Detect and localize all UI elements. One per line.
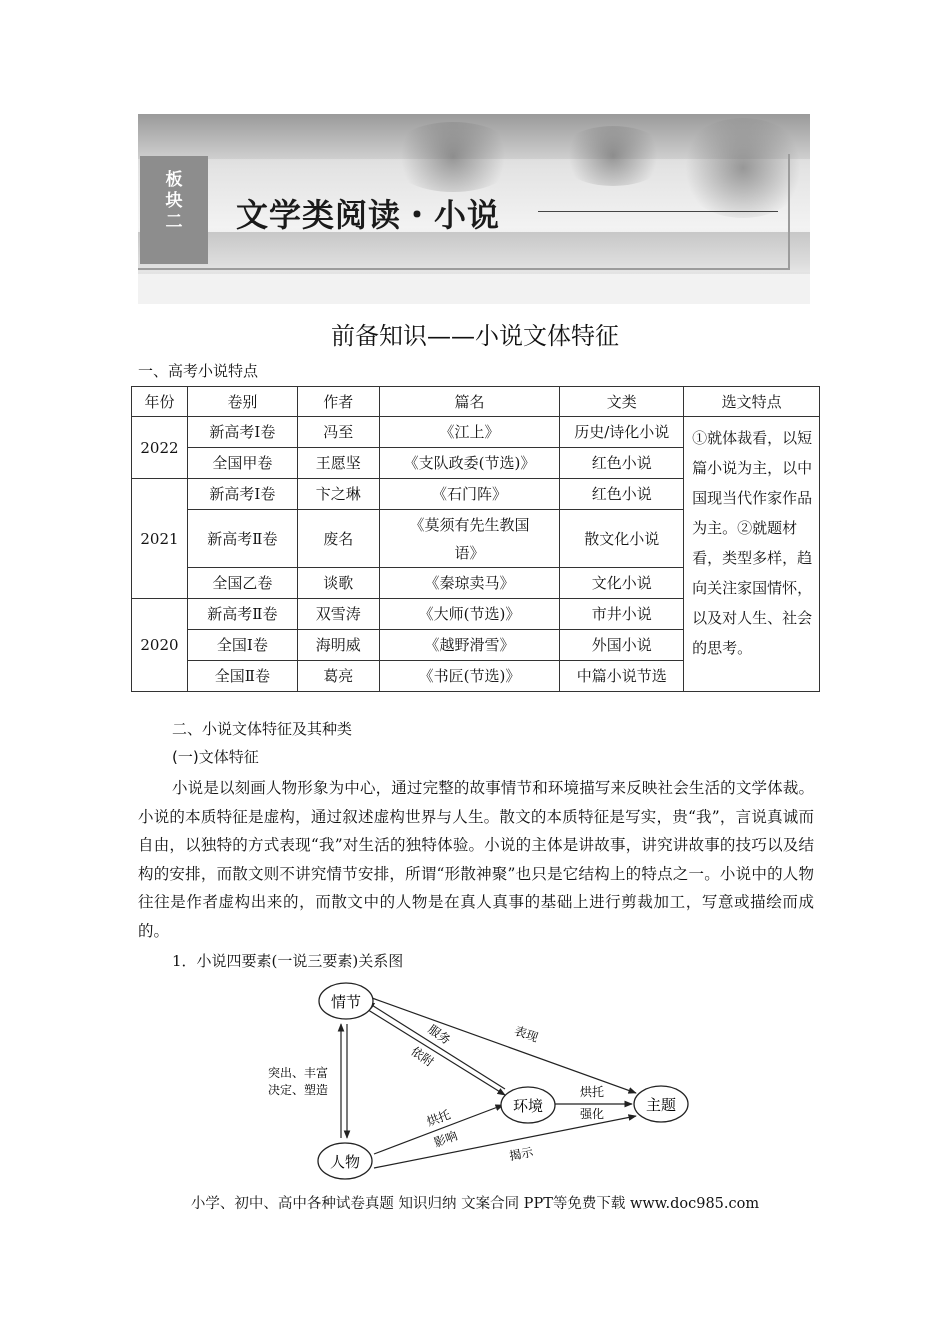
genre-cell: 历史/诗化小说	[560, 417, 684, 448]
work-cell: 《江上》	[379, 417, 560, 448]
genre-cell: 文化小说	[560, 568, 684, 599]
paper-cell: 新高考Ⅰ卷	[187, 417, 297, 448]
paper-cell: 新高考Ⅰ卷	[187, 479, 297, 510]
table-header: 年份	[132, 387, 188, 417]
table-header: 选文特点	[684, 387, 820, 417]
edge-label: 烘托	[579, 1085, 605, 1099]
table-row	[132, 417, 820, 448]
work-cell: 《莫须有先生教国语》	[379, 510, 560, 568]
page-footer: 小学、初中、高中各种试卷真题 知识归纳 文案合同 PPT等免费下载 www.doc985.com	[190, 1196, 760, 1212]
year-cell: 2022	[132, 417, 188, 479]
subsection-heading: (一)文体特征	[172, 748, 259, 766]
edge-character-to-theme	[374, 1116, 636, 1168]
author-cell: 王愿坚	[297, 448, 379, 479]
section-heading: 一、高考小说特点	[138, 362, 259, 380]
table-header: 作者	[297, 387, 379, 417]
work-cell: 《支队政委(节选)》	[379, 448, 560, 479]
table-header: 篇名	[379, 387, 560, 417]
edge-label: 强化	[579, 1107, 605, 1121]
section-banner	[138, 114, 810, 304]
edge-plot-to-theme	[372, 998, 636, 1093]
author-cell: 卞之琳	[297, 479, 379, 510]
genre-cell: 中篇小说节选	[560, 661, 684, 692]
edge-label: 服务	[425, 1022, 454, 1048]
genre-cell: 市井小说	[560, 599, 684, 630]
node-character	[318, 1143, 372, 1179]
paper-cell: 新高考Ⅱ卷	[187, 599, 297, 630]
node-label: 人物	[329, 1153, 361, 1171]
edge-environment-to-plot	[367, 1002, 505, 1089]
item-heading: 1．小说四要素(一说三要素)关系图	[172, 952, 404, 970]
edge-label: 表现	[512, 1023, 540, 1045]
node-label: 情节	[330, 993, 362, 1011]
banner-rule	[538, 211, 778, 212]
paper-cell: 全国甲卷	[187, 448, 297, 479]
author-cell: 葛亮	[297, 661, 379, 692]
work-cell: 《大师(节选)》	[379, 599, 560, 630]
edge-label: 决定、塑造	[267, 1083, 329, 1097]
section-heading: 二、小说文体特征及其种类	[172, 720, 353, 738]
body-paragraph: 小说是以刻画人物形象为中心，通过完整的故事情节和环境描写来反映社会生活的文学体裁。小说的本质特征是虚构，通过叙述虚构世界与人生。散文的本质特征是写实，贵“我”，言说真诚而自由，以独特的方式表现“我”对生活的独特体验。小说的主体是讲故事，讲究讲故事的技巧以及结构的安排，而散文则不讲究情节安排，所谓“形散神聚”也只是它结构上的特点之一。小说中的人物往往是作者虚构出来的，而散文中的人物是在真人真事的基础上进行剪裁加工，写意或描绘而成的。	[138, 779, 814, 940]
author-cell: 冯至	[297, 417, 379, 448]
node-plot	[319, 983, 373, 1019]
edge-label: 依附	[408, 1044, 437, 1070]
section-tab	[140, 156, 208, 264]
paper-cell: 全国Ⅰ卷	[187, 630, 297, 661]
elements-relation-diagram	[250, 980, 710, 1180]
edge-label: 影响	[431, 1128, 460, 1150]
page-title: 前备知识——小说文体特征	[331, 322, 619, 350]
genre-cell: 散文化小说	[560, 510, 684, 568]
edge-label: 烘托	[424, 1107, 453, 1129]
banner-title: 文学类阅读・小说	[236, 196, 501, 234]
node-theme	[634, 1086, 688, 1122]
table-header-row	[132, 387, 820, 417]
edge-label: 揭示	[508, 1144, 535, 1164]
node-environment	[501, 1087, 555, 1123]
work-cell: 《石门阵》	[379, 479, 560, 510]
paper-cell: 全国乙卷	[187, 568, 297, 599]
feature-cell: ①就体裁看，以短篇小说为主，以中国现当代作家作品为主。②就题材看，类型多样，趋向关注家国情怀，以及对人生、社会的思考。	[684, 417, 820, 692]
section-tab-label: 板块二	[165, 170, 183, 232]
author-cell: 双雪涛	[297, 599, 379, 630]
table-header: 卷别	[187, 387, 297, 417]
genre-cell: 红色小说	[560, 448, 684, 479]
node-label: 环境	[512, 1097, 544, 1115]
author-cell: 废名	[297, 510, 379, 568]
banner-snow	[138, 274, 810, 304]
node-label: 主题	[645, 1096, 677, 1114]
work-cell: 《越野滑雪》	[379, 630, 560, 661]
novel-exam-table	[131, 386, 820, 692]
year-cell: 2021	[132, 479, 188, 599]
table-header: 文类	[560, 387, 684, 417]
author-cell: 海明威	[297, 630, 379, 661]
paper-cell: 全国Ⅱ卷	[187, 661, 297, 692]
paper-cell: 新高考Ⅱ卷	[187, 510, 297, 568]
author-cell: 谈歌	[297, 568, 379, 599]
work-cell: 《秦琼卖马》	[379, 568, 560, 599]
year-cell: 2020	[132, 599, 188, 692]
work-cell: 《书匠(节选)》	[379, 661, 560, 692]
genre-cell: 外国小说	[560, 630, 684, 661]
edge-label: 突出、丰富	[267, 1066, 329, 1080]
genre-cell: 红色小说	[560, 479, 684, 510]
